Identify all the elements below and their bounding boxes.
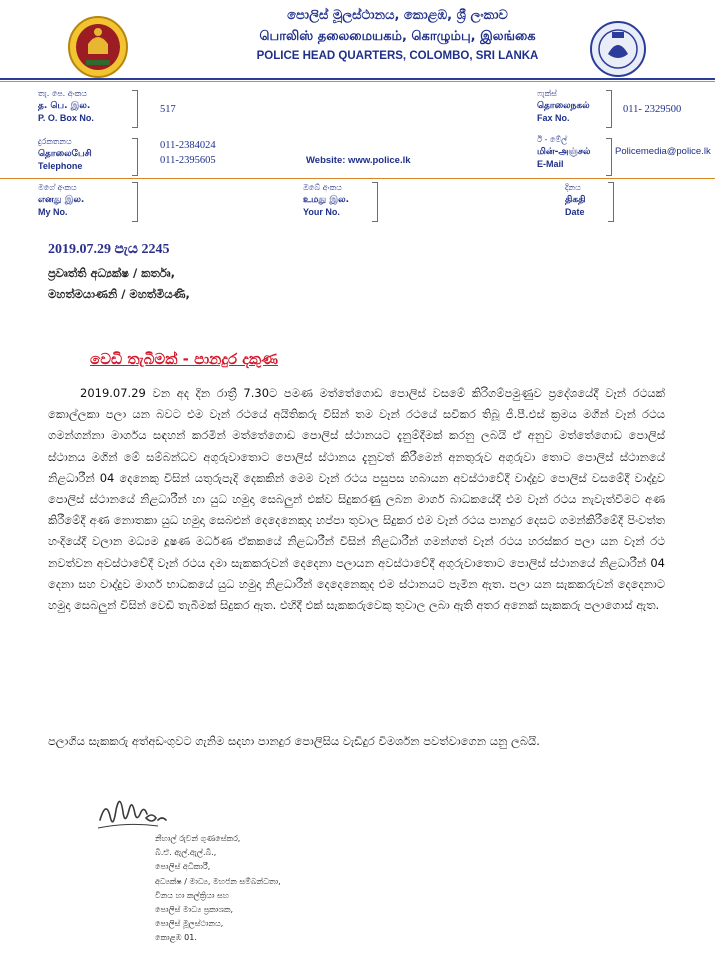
signature-line-8: කොළඹ 01. bbox=[155, 933, 197, 943]
signature-line-6: පොලිස් මාධ්‍ය ප්‍රකාශක, bbox=[155, 905, 234, 915]
header-title-tamil: பொலிஸ் தலைமையகம், கொழும்பு, இலங்கை bbox=[259, 29, 536, 44]
addressee-line-1: ප්‍රවෘත්ති අධ්‍යක්ෂ / කර්තෘ, bbox=[48, 266, 175, 280]
signature-block bbox=[155, 832, 281, 946]
header-rule-blue bbox=[0, 78, 715, 80]
date-bracket bbox=[608, 182, 614, 222]
signature-line-5: විනය හා කල්ක්‍රියා සහ bbox=[155, 890, 230, 900]
header-title-sinhala: පොලිස් මූලස්ථානය, කොළඹ, ශ්‍රී ලංකාව bbox=[287, 8, 508, 23]
my-no-bracket bbox=[132, 182, 138, 222]
signature-line-7: පොලිස් මූලස්ථානය, bbox=[155, 919, 224, 929]
letter-paragraph-2: පලාගිය සැකකරු අත්අඩංගුවට ගැනිම සදහා පානදුර පොලිසිය වැඩිදුර විමර්ශන පවත්වාගෙන යනු ලබයි. bbox=[48, 734, 540, 748]
fax-value: 011- 2329500 bbox=[623, 104, 682, 115]
fax-label: ෆැක්ස් தொலைநகல் Fax No. bbox=[537, 89, 590, 123]
telephone-value-2: 011-2395605 bbox=[160, 155, 216, 166]
signature-line-4: අධ්‍යක්ෂ / මාධ්‍ය, මහජන සම්බන්ධතා, bbox=[155, 876, 281, 886]
pobox-bracket bbox=[132, 90, 138, 128]
telephone-label: දුරකතනය தொலைபேசி Telephone bbox=[38, 137, 92, 171]
header-title-english: POLICE HEAD QUARTERS, COLOMBO, SRI LANKA bbox=[256, 50, 539, 62]
sri-lanka-emblem-icon bbox=[66, 14, 130, 80]
pobox-value: 517 bbox=[160, 104, 176, 115]
website-link[interactable]: Website: www.police.lk bbox=[306, 155, 411, 166]
email-bracket bbox=[606, 138, 612, 176]
email-value[interactable]: Policemedia@police.lk bbox=[615, 146, 711, 157]
my-no-label: මගේ අංකය எனது இல. My No. bbox=[38, 183, 85, 217]
signature-line-3: පොලිස් අධිකාරී, bbox=[155, 862, 211, 872]
pobox-label: තැ. පෙ. අංකය த. பெ. இல. P. O. Box No. bbox=[38, 89, 94, 123]
fax-bracket bbox=[606, 90, 612, 128]
telephone-value-1: 011-2384024 bbox=[160, 140, 216, 151]
letter-paragraph-1: 2019.07.29 වන අද දින රාත්‍රී 7.30ට පමණ මත්තේගොඩ පොලිස් වසමේ කිරිගම්පමුණුව ප්‍රදේශයේදී වෑන් රථයක් කොල්ලකා පලා යන බවට එම වෑන් රථයේ අයිතිකරු විසින් තම වෑන් රථයේ සවිකර තිබූ ජී.පී.එස් ක්‍රමය මගින් වෑන් රථය ගමන්ගන්නා මාර්ගය සඳහන් කරමින් මත්තේගොඩ පොලිස් ස්ථානයට දැනුම්දීමක් කරනු ලබයි ඒ අනුව මත්තේගොඩ පොලිස් ස්ථානය මගින් මේ සම්බන්ධව අගුරුවාතොට පොලිස් ස්ථානය දැනුවත් කිරීමෙන් අනතුරුව අගුරුවා තොට පොලිස් ස්ථානයේ නිළධාරීන් 04 දෙනෙකු විසින් යතුරුපැදි දෙකකින් මෙම වෑන් රථය පසුපස හබායන අවස්ථාවේදී වාද්දුව පොලිස් වසමේදී වාද්දුව පොලිස් ස්ථානයේ නිළධාරීන් හා යුධ හමුදා සෙබලුන් එක්ව සිදුකරණු ලබන මාර්ග බාධකයේදී එම වෑන් රථය නැවැත්වීමට අණ කිරීමේදී අණ නොතකා යුධ හමුදා සෙබළුන් දෙදෙනෙකුද හප්පා තුවාල සිදුකර එම වෑන් රථය පානදුර දෙසට ගමන්කිරීමේදී පිංවත්ත හංදියේදී වලාන මධ්‍යම දූෂණ මර්ධණ ඒකකයේ නිළධාරීන් විසින් නිළධාරීන් ගමන්ගත් වෑන් රථය හරස්කර පලා යන වෑන් රථ නවත්වන අවස්ථාවේදී වෑන් රථය දමා සැකකරුවන් දෙදෙනා පලායන අවස්ථාවේදී අගුරුවාතොට පොලිස් ස්ථානයේ නිළධාරීන් 04 දෙනා සහ වාද්දුව මාර්ග භාධකයේ යුධ හමුදා නිළධාරීන් දෙදෙනෙකුද එම ස්ථානයට පැමින ඇත. පලා යන සැකකරුවන් දෙදෙනාට හමුදා සෙබලුන් විසින් වෙඩි තැබීමක් සිදුකර ඇත. එහිදී එක් සැකකරුවෙකු තුවාල ලබා ඇති අතර අනෙක් සැකකරු පලාගොස් ඇත. bbox=[48, 386, 665, 613]
letter-heading: වෙඩි තැබීමක් - පානදුර දකුණ bbox=[90, 350, 278, 368]
header-rule-orange bbox=[0, 81, 715, 82]
signature-line-1: නීහාල් රුවන් ගුණසේකර, bbox=[155, 834, 241, 843]
email-label: ඊ - මේල් மின்-அஞ்சல் E-Mail bbox=[537, 135, 591, 169]
signature-line-2: බී.ඒ. ඇල්.ඇල්.බී., bbox=[155, 848, 217, 858]
addressee-line-2: මහත්මයාණනි / මහත්මියණි, bbox=[48, 287, 190, 301]
contact-rule-orange bbox=[0, 178, 715, 179]
your-no-bracket bbox=[372, 182, 378, 222]
signature-image bbox=[96, 790, 176, 838]
telephone-bracket bbox=[132, 138, 138, 176]
letter-date-line: 2019.07.29 පැය 2245 bbox=[48, 242, 170, 257]
date-label: දිනය திகதி Date bbox=[565, 183, 586, 217]
police-logo-icon bbox=[588, 18, 648, 80]
your-no-label: ඔබේ අංකය உமது இல. Your No. bbox=[303, 183, 349, 217]
